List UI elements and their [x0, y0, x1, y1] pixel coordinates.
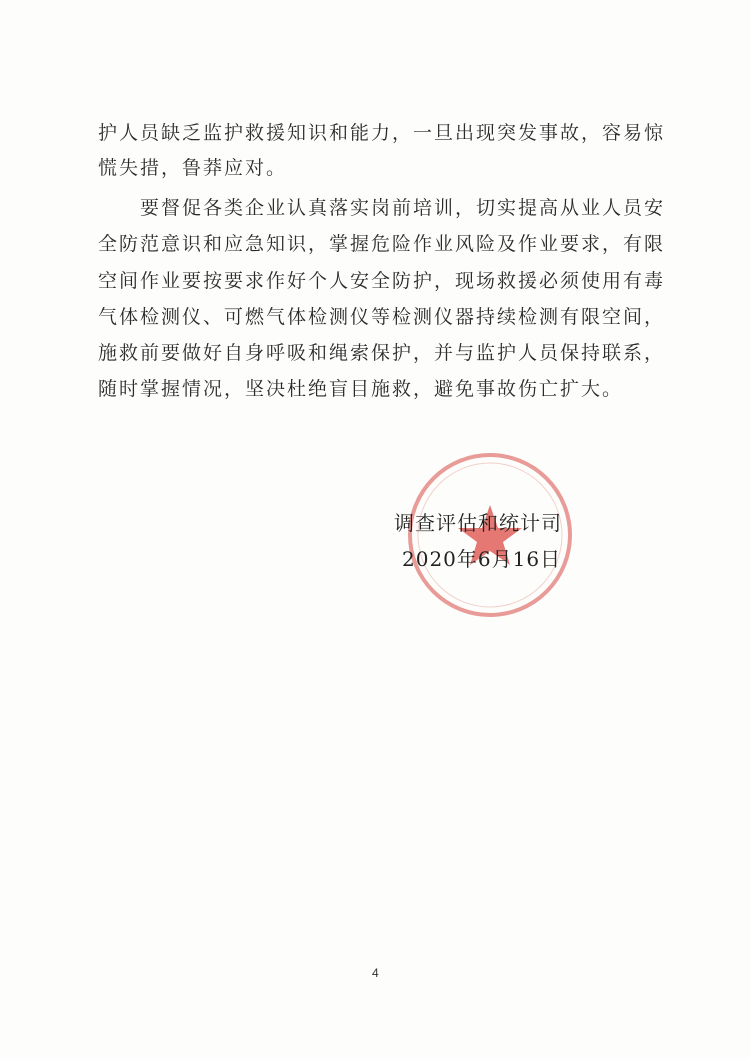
body-line: 慌失措，鲁莽应对。 [98, 157, 288, 179]
body-line: 护人员缺乏监护救援知识和能力，一旦出现突发事故，容易惊 [98, 122, 666, 144]
body-line: 气体检测仪、可燃气体检测仪等检测仪器持续检测有限空间， [98, 306, 666, 328]
page-number: 4 [372, 966, 379, 980]
issue-date: 2020年6月16日 [402, 547, 562, 571]
issuer-name: 调查评估和统计司 [394, 511, 562, 535]
body-line: 随时掌握情况，坚决杜绝盲目施救，避免事故伤亡扩大。 [98, 378, 624, 400]
body-line: 施救前要做好自身呼吸和绳索保护，并与监护人员保持联系， [98, 342, 666, 364]
body-line: 空间作业要按要求作好个人安全防护，现场救援必须使用有毒 [98, 270, 666, 292]
body-line: 全防范意识和应急知识，掌握危险作业风险及作业要求，有限 [98, 233, 666, 255]
body-line: 要督促各类企业认真落实岗前培训，切实提高从业人员安 [140, 197, 666, 219]
